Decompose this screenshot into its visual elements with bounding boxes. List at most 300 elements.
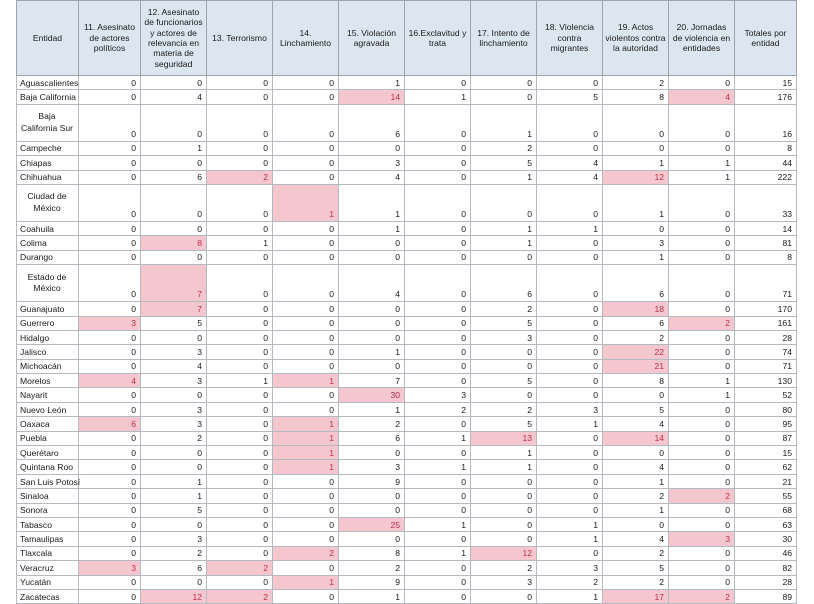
total-cell: 130	[735, 374, 797, 388]
value-cell: 3	[79, 316, 141, 330]
value-cell: 0	[79, 546, 141, 560]
total-cell: 14	[735, 221, 797, 235]
value-cell: 3	[141, 417, 207, 431]
value-cell: 0	[207, 141, 273, 155]
entity-name-cell: Guanajuato	[17, 302, 79, 316]
value-cell: 0	[537, 236, 603, 250]
value-cell: 0	[537, 374, 603, 388]
entity-name-cell: Zacatecas	[17, 589, 79, 603]
value-cell: 1	[273, 460, 339, 474]
total-cell: 222	[735, 170, 797, 184]
value-cell: 0	[273, 76, 339, 90]
value-cell: 5	[471, 316, 537, 330]
value-cell: 0	[273, 221, 339, 235]
value-cell: 1	[273, 446, 339, 460]
value-cell: 1	[537, 417, 603, 431]
value-cell: 0	[79, 532, 141, 546]
value-cell: 0	[669, 141, 735, 155]
value-cell: 2	[471, 561, 537, 575]
value-cell: 0	[405, 330, 471, 344]
value-cell: 0	[537, 104, 603, 141]
value-cell: 1	[339, 221, 405, 235]
value-cell: 2	[669, 589, 735, 603]
value-cell: 1	[471, 104, 537, 141]
value-cell: 0	[141, 184, 207, 221]
entity-name-cell: Tabasco	[17, 517, 79, 531]
entity-name-cell: Tlaxcala	[17, 546, 79, 560]
value-cell: 0	[79, 221, 141, 235]
value-cell: 1	[141, 474, 207, 488]
value-cell: 0	[273, 561, 339, 575]
value-cell: 30	[339, 388, 405, 402]
entity-name-cell: Querétaro	[17, 446, 79, 460]
value-cell: 0	[79, 503, 141, 517]
value-cell: 0	[669, 446, 735, 460]
table-row	[17, 359, 797, 373]
total-cell: 170	[735, 302, 797, 316]
total-cell: 8	[735, 250, 797, 264]
value-cell: 0	[273, 359, 339, 373]
value-cell: 8	[603, 374, 669, 388]
total-cell: 8	[735, 141, 797, 155]
value-cell: 0	[207, 330, 273, 344]
value-cell: 0	[207, 532, 273, 546]
value-cell: 5	[603, 402, 669, 416]
value-cell: 0	[339, 250, 405, 264]
value-cell: 3	[141, 345, 207, 359]
entity-name-cell: Yucatán	[17, 575, 79, 589]
value-cell: 0	[79, 302, 141, 316]
value-cell: 6	[339, 431, 405, 445]
value-cell: 1	[471, 221, 537, 235]
value-cell: 8	[603, 90, 669, 104]
value-cell: 0	[339, 446, 405, 460]
value-cell: 0	[141, 250, 207, 264]
value-cell: 3	[669, 532, 735, 546]
value-cell: 4	[537, 156, 603, 170]
value-cell: 0	[273, 489, 339, 503]
value-cell: 4	[537, 170, 603, 184]
value-cell: 1	[669, 170, 735, 184]
entity-name-cell: Tamaulipas	[17, 532, 79, 546]
entity-name-cell: Morelos	[17, 374, 79, 388]
value-cell: 1	[405, 460, 471, 474]
value-cell: 1	[339, 402, 405, 416]
value-cell: 0	[471, 489, 537, 503]
value-cell: 22	[603, 345, 669, 359]
total-cell: 68	[735, 503, 797, 517]
value-cell: 2	[207, 170, 273, 184]
entity-name-cell: Estado de México	[17, 265, 79, 302]
entity-name-cell: San Luis Potosí	[17, 474, 79, 488]
value-cell: 0	[405, 156, 471, 170]
value-cell: 0	[471, 250, 537, 264]
value-cell: 0	[273, 302, 339, 316]
entity-name-cell: Sinaloa	[17, 489, 79, 503]
value-cell: 0	[79, 250, 141, 264]
value-cell: 3	[79, 561, 141, 575]
table-row	[17, 446, 797, 460]
value-cell: 0	[339, 489, 405, 503]
value-cell: 0	[79, 184, 141, 221]
value-cell: 0	[669, 503, 735, 517]
value-cell: 0	[141, 330, 207, 344]
total-cell: 15	[735, 76, 797, 90]
value-cell: 0	[273, 503, 339, 517]
header-col-1: 11. Asesinato de actores políticos	[79, 1, 141, 76]
value-cell: 1	[537, 532, 603, 546]
value-cell: 2	[603, 76, 669, 90]
value-cell: 0	[537, 330, 603, 344]
value-cell: 0	[537, 460, 603, 474]
value-cell: 0	[207, 265, 273, 302]
value-cell: 0	[669, 236, 735, 250]
value-cell: 2	[537, 575, 603, 589]
value-cell: 2	[339, 417, 405, 431]
value-cell: 0	[273, 402, 339, 416]
value-cell: 1	[603, 503, 669, 517]
header-col-8: 18. Violencia contra migrantes	[537, 1, 603, 76]
value-cell: 0	[405, 489, 471, 503]
table-row	[17, 517, 797, 531]
value-cell: 5	[141, 503, 207, 517]
value-cell: 7	[339, 374, 405, 388]
value-cell: 0	[471, 532, 537, 546]
value-cell: 0	[273, 589, 339, 603]
report-table-container	[16, 0, 796, 602]
value-cell: 0	[79, 345, 141, 359]
value-cell: 0	[79, 402, 141, 416]
value-cell: 0	[207, 460, 273, 474]
value-cell: 0	[405, 532, 471, 546]
value-cell: 1	[669, 388, 735, 402]
value-cell: 0	[207, 104, 273, 141]
value-cell: 0	[537, 489, 603, 503]
total-cell: 71	[735, 359, 797, 373]
value-cell: 0	[207, 388, 273, 402]
value-cell: 0	[141, 517, 207, 531]
value-cell: 0	[669, 546, 735, 560]
table-row	[17, 250, 797, 264]
value-cell: 1	[339, 345, 405, 359]
value-cell: 14	[603, 431, 669, 445]
value-cell: 0	[273, 265, 339, 302]
value-cell: 0	[79, 90, 141, 104]
value-cell: 3	[603, 236, 669, 250]
value-cell: 0	[405, 561, 471, 575]
table-row	[17, 184, 797, 221]
value-cell: 2	[669, 316, 735, 330]
value-cell: 0	[471, 345, 537, 359]
value-cell: 0	[537, 302, 603, 316]
total-cell: 95	[735, 417, 797, 431]
value-cell: 6	[79, 417, 141, 431]
value-cell: 0	[79, 460, 141, 474]
table-row	[17, 503, 797, 517]
total-cell: 87	[735, 431, 797, 445]
table-row	[17, 460, 797, 474]
value-cell: 3	[141, 374, 207, 388]
total-cell: 33	[735, 184, 797, 221]
value-cell: 0	[603, 104, 669, 141]
value-cell: 0	[471, 76, 537, 90]
value-cell: 0	[405, 104, 471, 141]
value-cell: 0	[471, 503, 537, 517]
value-cell: 0	[141, 388, 207, 402]
value-cell: 0	[471, 388, 537, 402]
value-cell: 0	[405, 184, 471, 221]
entity-name-cell: Baja California	[17, 90, 79, 104]
value-cell: 0	[273, 532, 339, 546]
header-col-10: 20. Jornadas de violencia en entidades	[669, 1, 735, 76]
value-cell: 2	[471, 402, 537, 416]
value-cell: 2	[471, 302, 537, 316]
total-cell: 28	[735, 330, 797, 344]
value-cell: 0	[207, 517, 273, 531]
value-cell: 0	[141, 460, 207, 474]
value-cell: 0	[79, 489, 141, 503]
value-cell: 0	[207, 76, 273, 90]
total-cell: 176	[735, 90, 797, 104]
value-cell: 0	[207, 250, 273, 264]
value-cell: 3	[141, 532, 207, 546]
value-cell: 0	[405, 221, 471, 235]
value-cell: 0	[537, 184, 603, 221]
value-cell: 0	[405, 589, 471, 603]
value-cell: 0	[405, 76, 471, 90]
value-cell: 1	[207, 374, 273, 388]
table-row	[17, 104, 797, 141]
value-cell: 0	[207, 431, 273, 445]
value-cell: 3	[471, 330, 537, 344]
value-cell: 1	[471, 236, 537, 250]
table-header-row	[17, 1, 797, 76]
value-cell: 0	[207, 474, 273, 488]
entity-name-cell: Puebla	[17, 431, 79, 445]
value-cell: 0	[603, 388, 669, 402]
value-cell: 0	[273, 345, 339, 359]
table-row	[17, 316, 797, 330]
value-cell: 5	[141, 316, 207, 330]
value-cell: 1	[603, 184, 669, 221]
value-cell: 0	[207, 546, 273, 560]
value-cell: 13	[471, 431, 537, 445]
value-cell: 3	[537, 402, 603, 416]
value-cell: 8	[339, 546, 405, 560]
value-cell: 4	[79, 374, 141, 388]
value-cell: 0	[471, 517, 537, 531]
header-col-4: 14. Linchamiento	[273, 1, 339, 76]
value-cell: 1	[537, 221, 603, 235]
header-col-11: Totales por entidad	[735, 1, 797, 76]
value-cell: 0	[207, 184, 273, 221]
value-cell: 0	[339, 359, 405, 373]
total-cell: 82	[735, 561, 797, 575]
value-cell: 0	[207, 446, 273, 460]
table-row	[17, 431, 797, 445]
table-row	[17, 532, 797, 546]
total-cell: 71	[735, 265, 797, 302]
value-cell: 0	[537, 316, 603, 330]
value-cell: 0	[537, 446, 603, 460]
value-cell: 1	[273, 431, 339, 445]
value-cell: 0	[79, 265, 141, 302]
value-cell: 0	[273, 316, 339, 330]
value-cell: 1	[471, 446, 537, 460]
value-cell: 5	[471, 374, 537, 388]
value-cell: 0	[273, 474, 339, 488]
value-cell: 0	[537, 503, 603, 517]
value-cell: 3	[141, 402, 207, 416]
value-cell: 9	[339, 575, 405, 589]
table-row	[17, 589, 797, 603]
value-cell: 0	[79, 517, 141, 531]
value-cell: 0	[207, 402, 273, 416]
value-cell: 0	[669, 431, 735, 445]
total-cell: 74	[735, 345, 797, 359]
value-cell: 1	[405, 546, 471, 560]
value-cell: 0	[141, 156, 207, 170]
entity-name-cell: Chihuahua	[17, 170, 79, 184]
value-cell: 0	[405, 316, 471, 330]
value-cell: 12	[603, 170, 669, 184]
value-cell: 0	[339, 532, 405, 546]
value-cell: 1	[207, 236, 273, 250]
value-cell: 4	[603, 460, 669, 474]
value-cell: 0	[79, 474, 141, 488]
value-cell: 0	[405, 345, 471, 359]
total-cell: 15	[735, 446, 797, 460]
entity-name-cell: Baja California Sur	[17, 104, 79, 141]
value-cell: 0	[79, 575, 141, 589]
table-body	[17, 76, 797, 604]
value-cell: 1	[141, 141, 207, 155]
value-cell: 0	[405, 503, 471, 517]
table-row	[17, 76, 797, 90]
value-cell: 4	[339, 265, 405, 302]
value-cell: 0	[405, 250, 471, 264]
value-cell: 4	[603, 532, 669, 546]
value-cell: 2	[669, 489, 735, 503]
table-row	[17, 402, 797, 416]
value-cell: 0	[537, 388, 603, 402]
value-cell: 0	[669, 330, 735, 344]
entity-name-cell: Campeche	[17, 141, 79, 155]
value-cell: 0	[603, 221, 669, 235]
value-cell: 2	[141, 431, 207, 445]
value-cell: 5	[603, 561, 669, 575]
value-cell: 0	[471, 589, 537, 603]
entity-name-cell: Veracruz	[17, 561, 79, 575]
value-cell: 1	[141, 489, 207, 503]
value-cell: 0	[669, 302, 735, 316]
value-cell: 0	[669, 517, 735, 531]
value-cell: 5	[471, 156, 537, 170]
value-cell: 0	[79, 76, 141, 90]
value-cell: 17	[603, 589, 669, 603]
total-cell: 81	[735, 236, 797, 250]
value-cell: 0	[207, 359, 273, 373]
table-row	[17, 221, 797, 235]
value-cell: 0	[669, 265, 735, 302]
value-cell: 6	[141, 561, 207, 575]
value-cell: 0	[79, 156, 141, 170]
value-cell: 0	[471, 359, 537, 373]
value-cell: 0	[273, 90, 339, 104]
value-cell: 2	[603, 546, 669, 560]
value-cell: 0	[537, 546, 603, 560]
value-cell: 0	[405, 236, 471, 250]
table-row	[17, 345, 797, 359]
value-cell: 0	[405, 446, 471, 460]
entity-name-cell: Durango	[17, 250, 79, 264]
value-cell: 4	[141, 90, 207, 104]
entity-name-cell: Hidalgo	[17, 330, 79, 344]
value-cell: 0	[273, 104, 339, 141]
value-cell: 1	[603, 474, 669, 488]
value-cell: 0	[405, 265, 471, 302]
value-cell: 0	[405, 474, 471, 488]
value-cell: 0	[339, 316, 405, 330]
value-cell: 0	[79, 141, 141, 155]
value-cell: 1	[405, 90, 471, 104]
value-cell: 0	[273, 250, 339, 264]
value-cell: 0	[339, 503, 405, 517]
value-cell: 1	[405, 431, 471, 445]
table-row	[17, 330, 797, 344]
total-cell: 46	[735, 546, 797, 560]
entity-name-cell: Chiapas	[17, 156, 79, 170]
table-row	[17, 141, 797, 155]
header-col-3: 13. Terrorismo	[207, 1, 273, 76]
table-row	[17, 170, 797, 184]
entity-name-cell: Guerrero	[17, 316, 79, 330]
value-cell: 6	[603, 265, 669, 302]
header-col-2: 12. Asesinato de funcionarios y actores de relevancia en materia de seguridad	[141, 1, 207, 76]
value-cell: 1	[273, 374, 339, 388]
value-cell: 0	[141, 76, 207, 90]
value-cell: 0	[79, 589, 141, 603]
table-row	[17, 388, 797, 402]
value-cell: 1	[537, 517, 603, 531]
value-cell: 9	[339, 474, 405, 488]
value-cell: 18	[603, 302, 669, 316]
value-cell: 0	[273, 330, 339, 344]
table-row	[17, 236, 797, 250]
value-cell: 0	[207, 90, 273, 104]
value-cell: 0	[669, 417, 735, 431]
value-cell: 0	[537, 431, 603, 445]
value-cell: 0	[405, 302, 471, 316]
value-cell: 5	[471, 417, 537, 431]
value-cell: 4	[339, 170, 405, 184]
value-cell: 1	[471, 170, 537, 184]
value-cell: 0	[537, 141, 603, 155]
total-cell: 80	[735, 402, 797, 416]
entity-name-cell: Coahuila	[17, 221, 79, 235]
total-cell: 21	[735, 474, 797, 488]
value-cell: 0	[405, 141, 471, 155]
entity-name-cell: Ciudad de México	[17, 184, 79, 221]
value-cell: 0	[669, 359, 735, 373]
total-cell: 30	[735, 532, 797, 546]
value-cell: 0	[471, 90, 537, 104]
value-cell: 0	[207, 417, 273, 431]
value-cell: 0	[79, 104, 141, 141]
table-row	[17, 489, 797, 503]
value-cell: 0	[79, 170, 141, 184]
value-cell: 2	[405, 402, 471, 416]
